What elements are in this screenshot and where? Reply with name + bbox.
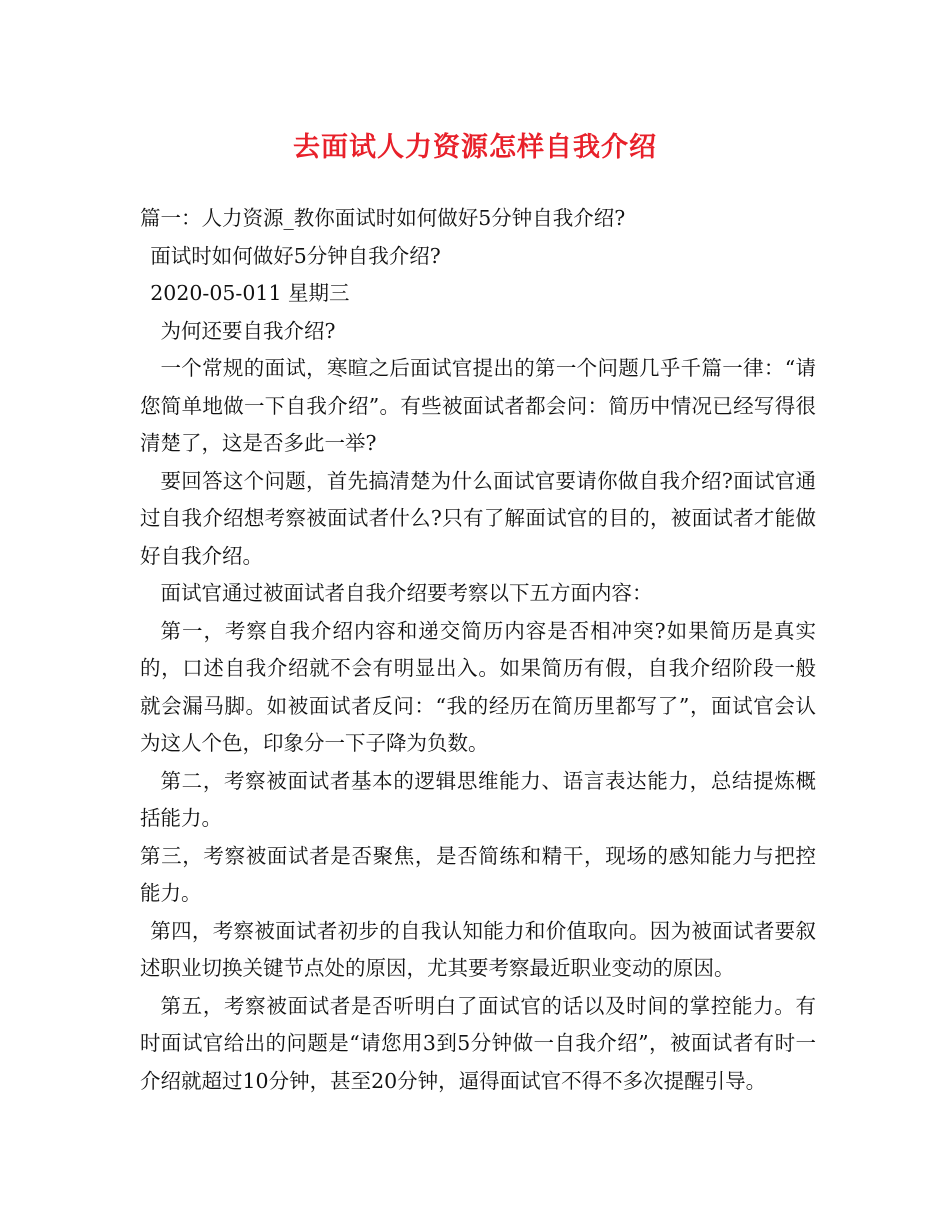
paragraph-7: 面试官通过被面试者自我介绍要考察以下五方面内容： xyxy=(160,581,653,605)
paragraph-10: 第三，考察被面试者是否聚焦，是否简练和精干，现场的感知能力与把控能力。 xyxy=(140,843,816,905)
paragraph-2: 面试时如何做好5分钟自我介绍? xyxy=(150,243,441,268)
paragraph-12: 第五，考察被面试者是否听明白了面试官的话以及时间的掌控能力。有时面试官给出的问题是“请您用3到5分钟做一自我介绍”，被面试者有时一介绍就超过10分钟，甚至20分钟，逼得面试官不得不多次提醒引导。 xyxy=(140,993,816,1093)
paragraph-11: 第四，考察被面试者初步的自我认知能力和价值取向。因为被面试者要叙述职业切换关键节点处的原因，尤其要考察最近职业变动的原因。 xyxy=(140,918,816,980)
document-body xyxy=(140,200,816,1100)
paragraph-9: 第二，考察被面试者基本的逻辑思维能力、语言表达能力，总结提炼概括能力。 xyxy=(140,768,816,830)
paragraph-8: 第一，考察自我介绍内容和递交简历内容是否相冲突?如果简历是真实的，口述自我介绍就不会有明显出入。如果简历有假，自我介绍阶段一般就会漏马脚。如被面试者反问：“我的经历在简历里都写了”，面试官会认为这人个色，印象分一下子降为负数。 xyxy=(140,618,816,755)
paragraph-4: 为何还要自我介绍? xyxy=(160,318,336,343)
paragraph-1: 篇一：人力资源_教你面试时如何做好5分钟自我介绍? xyxy=(140,206,626,230)
paragraph-5: 一个常规的面试，寒暄之后面试官提出的第一个问题几乎千篇一律：“请您简单地做一下自我介绍”。有些被面试者都会问：简历中情况已经写得很清楚了，这是否多此一举? xyxy=(140,356,816,455)
paragraph-3: 2020-05-011 星期三 xyxy=(150,281,350,305)
paragraph-6: 要回答这个问题，首先搞清楚为什么面试官要请你做自我介绍?面试官通过自我介绍想考察被面试者什么?只有了解面试官的目的，被面试者才能做好自我介绍。 xyxy=(140,468,816,568)
document-title: 去面试人力资源怎样自我介绍 xyxy=(293,132,657,163)
